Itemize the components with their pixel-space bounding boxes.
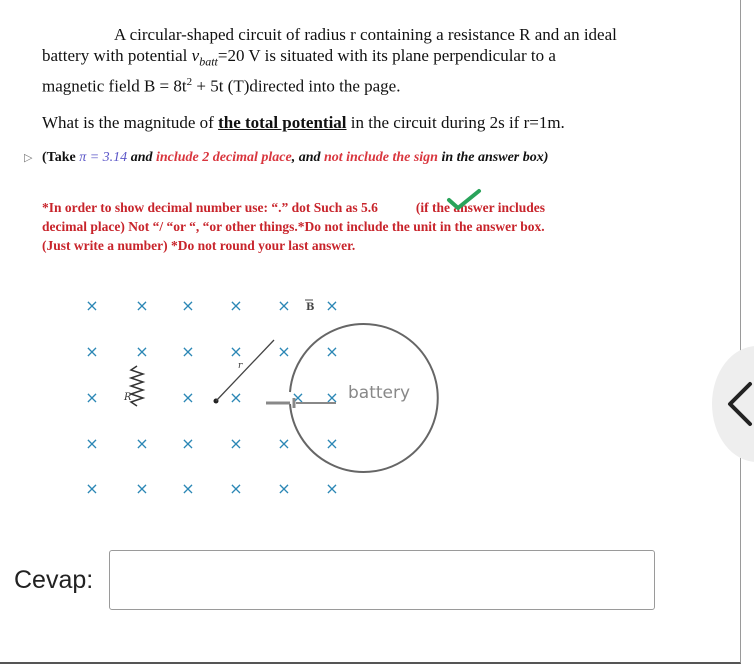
field-cross-mark: × <box>325 296 339 315</box>
question-line-2b: =20 V is situated with its plane perpendicular to a <box>217 46 556 65</box>
radius-label: r <box>238 361 243 371</box>
field-cross-mark: × <box>229 296 243 315</box>
field-cross-mark: × <box>325 434 339 453</box>
prompt-emphasis: the total potential <box>218 113 347 132</box>
field-cross-mark: × <box>229 479 243 498</box>
note-line-1a: *In order to show decimal number use: “.” dot Such as 5.6 <box>42 200 378 215</box>
field-cross-mark: × <box>325 479 339 498</box>
field-cross-mark: × <box>135 342 149 361</box>
field-cross-mark: × <box>181 296 195 315</box>
field-cross-mark: × <box>85 434 99 453</box>
field-cross-mark: × <box>85 479 99 498</box>
expand-triangle-icon[interactable]: ▷ <box>24 151 33 164</box>
field-cross-mark: × <box>135 296 149 315</box>
take-and: and <box>127 150 156 165</box>
answer-input[interactable] <box>109 550 655 610</box>
question-line-2a: battery with potential <box>42 46 192 65</box>
field-label: B <box>306 302 315 313</box>
note-line-2: decimal place) Not “/ “or “, “or other things.*Do not include the unit in the answer box. <box>42 219 545 234</box>
take-comma-and: , and <box>291 150 324 165</box>
field-cross-mark: × <box>85 342 99 361</box>
checkmark-icon <box>446 188 482 212</box>
answer-label: Cevap: <box>14 566 94 594</box>
radius-line <box>216 340 274 401</box>
take-pi: π = 3.14 <box>79 150 128 165</box>
note-line-3: (Just write a number) *Do not round your last answer. <box>42 238 356 253</box>
take-open: (Take <box>42 150 80 165</box>
field-cross-mark: × <box>291 388 305 407</box>
field-cross-mark: × <box>85 296 99 315</box>
prompt-part-a: What is the magnitude of <box>42 113 219 132</box>
field-cross-mark: × <box>135 479 149 498</box>
field-cross-mark: × <box>277 434 291 453</box>
field-cross-mark: × <box>229 434 243 453</box>
resistor-label: R <box>124 392 132 403</box>
battery-label: battery <box>348 383 411 403</box>
take-no-sign: not include the sign <box>323 150 438 165</box>
field-equation-b: + 5t (T) <box>192 77 250 97</box>
field-cross-mark: × <box>181 479 195 498</box>
field-cross-mark: × <box>229 342 243 361</box>
field-cross-mark: × <box>85 388 99 407</box>
question-line-3a: magnetic field <box>42 77 144 97</box>
circuit-figure <box>70 280 450 512</box>
field-cross-mark: × <box>277 479 291 498</box>
vbatt-symbol: v <box>191 46 200 65</box>
question-line-3b: directed into the page. <box>249 77 401 97</box>
prompt-part-c: in the circuit during 2s if r=1m. <box>346 113 565 132</box>
field-cross-mark: × <box>181 342 195 361</box>
field-equation: B = 8t <box>143 77 187 97</box>
field-cross-mark: × <box>181 434 195 453</box>
vbatt-subscript: batt <box>199 54 218 69</box>
take-include-decimals: include 2 decimal place <box>155 150 292 165</box>
field-exponent: 2 <box>186 76 193 89</box>
field-cross-mark: × <box>229 388 243 407</box>
field-cross-mark: × <box>277 296 291 315</box>
question-paragraph <box>42 24 617 97</box>
take-tail: in the answer box) <box>437 150 549 165</box>
field-cross-mark: × <box>277 342 291 361</box>
question-prompt <box>42 112 565 133</box>
field-cross-mark: × <box>181 388 195 407</box>
field-cross-mark: × <box>135 434 149 453</box>
field-cross-mark: × <box>325 342 339 361</box>
chevron-left-icon[interactable] <box>724 380 754 428</box>
instructions-take <box>42 150 548 166</box>
field-cross-mark: × <box>325 388 339 407</box>
note-line-1b: (if the answer includes <box>415 200 546 215</box>
question-line-1: A circular-shaped circuit of radius r containing a resistance R and an ideal <box>114 25 617 44</box>
